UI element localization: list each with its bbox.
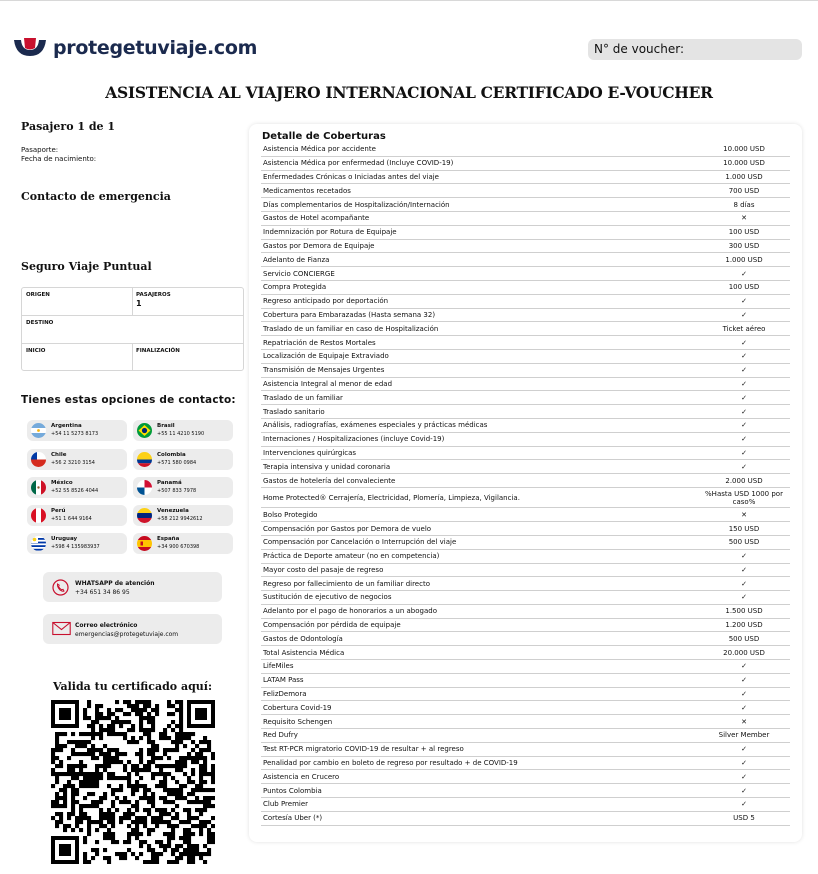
plan-heading: Seguro Viaje Puntual [21,260,152,273]
coverage-value: ✓ [698,294,790,308]
passengers-value: 1 [136,299,142,308]
coverage-name: Puntos Colombia [261,784,698,798]
country-phone: +58 212 9942612 [157,516,203,522]
coverage-name: Asistencia Médica por accidente [261,143,698,156]
coverage-row [261,322,790,336]
coverage-row [261,349,790,363]
page-title: ASISTENCIA AL VIAJERO INTERNACIONAL CERTIFICADO E-VOUCHER [105,83,713,102]
coverage-name: Adelanto de Fianza [261,253,698,267]
whatsapp-label: WHATSAPP de atención [75,580,155,587]
coverage-name: Localización de Equipaje Extraviado [261,349,698,363]
coverage-row [261,604,790,618]
coverage-heading: Detalle de Coberturas [262,131,386,142]
birthdate-label: Fecha de nacimiento: [21,155,97,163]
coverage-row [261,211,790,225]
coverage-name: Gastos de Odontología [261,632,698,646]
phone-icon [52,579,69,600]
coverage-name: Penalidad por cambio en boleto de regreso por resultado + de COVID-19 [261,756,698,770]
contact-brasil[interactable] [133,420,233,441]
country-name: Argentina [51,423,82,429]
contact-venezuela[interactable] [133,505,233,526]
coverage-value: 8 días [698,198,790,212]
whatsapp-contact[interactable] [43,572,222,602]
coverage-value: ✓ [698,336,790,350]
coverage-row [261,811,790,825]
coverage-table [261,143,790,826]
coverage-value: ✓ [698,308,790,322]
coverage-value: ✓ [698,756,790,770]
coverage-value: ✕ [698,715,790,729]
coverage-value: 2.000 USD [698,474,790,488]
coverage-value: ✕ [698,211,790,225]
coverage-row [261,591,790,605]
brand-logo-icon [12,36,48,60]
coverage-value: USD 5 [698,811,790,825]
contact-mexico[interactable] [27,477,127,498]
contact-panama[interactable] [133,477,233,498]
country-phone: +598 4 135983937 [51,544,100,550]
qr-code-icon[interactable] [51,700,215,864]
coverage-row [261,756,790,770]
brand-logo [12,35,257,61]
country-name: Venezuela [157,508,189,514]
colombia-flag-icon [137,452,152,467]
coverage-value: ✕ [698,508,790,522]
qr-heading: Valida tu certificado aquí: [52,680,213,693]
contact-chile[interactable] [27,449,127,470]
coverage-row [261,784,790,798]
coverage-value: ✓ [698,418,790,432]
coverage-value: ✓ [698,591,790,605]
coverage-row [261,687,790,701]
coverage-row [261,446,790,460]
coverage-name: Terapia intensiva y unidad coronaria [261,460,698,474]
coverage-value: ✓ [698,405,790,419]
coverage-name: Intervenciones quirúrgicas [261,446,698,460]
coverage-name: Gastos de Hotel acompañante [261,211,698,225]
coverage-name: LifeMiles [261,660,698,674]
coverage-value: Ticket aéreo [698,322,790,336]
coverage-name: Bolso Protegido [261,508,698,522]
coverage-name: LATAM Pass [261,673,698,687]
coverage-value: ✓ [698,660,790,674]
coverage-value: 1.500 USD [698,604,790,618]
country-name: Brasil [157,423,175,429]
coverage-name: Regreso por fallecimiento de un familiar directo [261,577,698,591]
coverage-value: 1.200 USD [698,618,790,632]
coverage-name: Asistencia Integral al menor de edad [261,377,698,391]
country-name: Panamá [157,480,182,486]
coverage-value: 150 USD [698,522,790,536]
contact-espana[interactable] [133,533,233,554]
coverage-value: 1.000 USD [698,170,790,184]
country-phone: +34 900 670398 [157,544,200,550]
coverage-row [261,280,790,294]
coverage-name: Indemnización por Rotura de Equipaje [261,225,698,239]
coverage-value: 10.000 USD [698,156,790,170]
mail-icon [52,621,71,640]
contact-colombia[interactable] [133,449,233,470]
coverage-name: Servicio CONCIERGE [261,267,698,281]
country-phone: +56 2 3210 3154 [51,460,95,466]
coverage-value: ✓ [698,377,790,391]
coverage-value: ✓ [698,673,790,687]
passengers-label: PASAJEROS [136,292,171,298]
coverage-value: %Hasta USD 1000 por caso% [698,487,790,507]
coverage-row [261,742,790,756]
coverage-name: Internaciones / Hospitalizaciones (incluye Covid-19) [261,432,698,446]
coverage-row [261,618,790,632]
coverage-row [261,363,790,377]
origin-label: ORIGEN [26,292,50,298]
chile-flag-icon [31,452,46,467]
coverage-value: ✓ [698,391,790,405]
coverage-name: Club Premier [261,798,698,812]
coverage-row [261,143,790,156]
coverage-row [261,522,790,536]
coverage-name: Cobertura para Embarazadas (Hasta semana 32) [261,308,698,322]
coverage-name: Red Dufry [261,729,698,743]
coverage-row [261,460,790,474]
coverage-value: ✓ [698,742,790,756]
coverage-row [261,432,790,446]
spain-flag-icon [137,536,152,551]
coverage-row [261,418,790,432]
destination-label: DESTINO [26,320,54,326]
country-phone: +52 55 8526 4044 [51,488,99,494]
coverage-name: Análisis, radiografías, exámenes especiales y prácticas médicas [261,418,698,432]
argentina-flag-icon [31,423,46,438]
coverage-row [261,563,790,577]
coverage-name: Mayor costo del pasaje de regreso [261,563,698,577]
coverage-value: ✓ [698,577,790,591]
coverage-name: Compensación por Gastos por Demora de vuelo [261,522,698,536]
trip-details-box [21,287,244,371]
country-name: Colombia [157,452,186,458]
coverage-name: Asistencia en Crucero [261,770,698,784]
coverage-row [261,336,790,350]
brazil-flag-icon [137,423,152,438]
coverage-name: Compra Protegida [261,280,698,294]
coverage-name: FelizDemora [261,687,698,701]
coverage-row [261,267,790,281]
coverage-row [261,225,790,239]
country-name: Chile [51,452,67,458]
coverage-row [261,549,790,563]
emergency-contact-heading: Contacto de emergencia [21,190,171,203]
coverage-row [261,184,790,198]
email-label: Correo electrónico [75,622,138,629]
country-name: Uruguay [51,536,78,542]
coverage-name: Total Asistencia Médica [261,646,698,660]
coverage-value: Silver Member [698,729,790,743]
coverage-value: ✓ [698,267,790,281]
country-phone: +54 11 5273 8173 [51,431,99,437]
peru-flag-icon [31,508,46,523]
coverage-value: 1.000 USD [698,253,790,267]
coverage-row [261,701,790,715]
coverage-value: 10.000 USD [698,143,790,156]
country-phone: +507 833 7978 [157,488,197,494]
start-label: INICIO [26,348,46,354]
email-address: emergencias@protegetuviaje.com [75,631,179,638]
coverage-row [261,253,790,267]
coverage-name: Traslado de un familiar [261,391,698,405]
contact-peru[interactable] [27,505,127,526]
coverage-value: 500 USD [698,632,790,646]
coverage-row [261,798,790,812]
contact-argentina[interactable] [27,420,127,441]
country-phone: +55 11 4210 5190 [157,431,205,437]
coverage-row [261,170,790,184]
coverage-name: Home Protected® Cerrajería, Electricidad, Plomería, Limpieza, Vigilancia. [261,487,698,507]
passenger-heading: Pasajero 1 de 1 [21,120,116,133]
country-phone: +571 580 0984 [157,460,197,466]
coverage-value: 100 USD [698,280,790,294]
coverage-value: ✓ [698,549,790,563]
coverage-row [261,308,790,322]
coverage-row [261,391,790,405]
coverage-value: ✓ [698,363,790,377]
coverage-name: Sustitución de ejecutivo de negocios [261,591,698,605]
coverage-name: Práctica de Deporte amateur (no en competencia) [261,549,698,563]
coverage-row [261,632,790,646]
coverage-row [261,673,790,687]
coverage-name: Enfermedades Crónicas o Iniciadas antes del viaje [261,170,698,184]
country-name: México [51,480,73,486]
coverage-value: ✓ [698,446,790,460]
country-name: España [157,536,180,542]
coverage-value: ✓ [698,770,790,784]
coverage-row [261,535,790,549]
coverage-name: Requisito Schengen [261,715,698,729]
coverage-name: Medicamentos recetados [261,184,698,198]
coverage-row [261,377,790,391]
coverage-name: Regreso anticipado por deportación [261,294,698,308]
coverage-value: ✓ [698,432,790,446]
whatsapp-number: +34 651 34 86 95 [75,589,130,596]
coverage-row [261,729,790,743]
coverage-value: 300 USD [698,239,790,253]
email-contact[interactable] [43,614,222,644]
coverage-value: 700 USD [698,184,790,198]
coverage-name: Días complementarios de Hospitalización/Internación [261,198,698,212]
coverage-name: Compensación por Cancelación o Interrupción del viaje [261,535,698,549]
coverage-row [261,405,790,419]
passport-label: Pasaporte: [21,146,59,154]
mexico-flag-icon [31,480,46,495]
coverage-name: Transmisión de Mensajes Urgentes [261,363,698,377]
coverage-name: Asistencia Médica por enfermedad (Incluye COVID-19) [261,156,698,170]
coverage-value: ✓ [698,349,790,363]
coverage-value: ✓ [698,687,790,701]
coverage-name: Traslado sanitario [261,405,698,419]
coverage-name: Cortesía Uber (*) [261,811,698,825]
coverage-name: Compensación por pérdida de equipaje [261,618,698,632]
coverage-value: ✓ [698,798,790,812]
coverage-row [261,508,790,522]
venezuela-flag-icon [137,508,152,523]
coverage-value: ✓ [698,460,790,474]
top-divider [0,0,818,1]
coverage-row [261,715,790,729]
coverage-row [261,577,790,591]
voucher-field: N° de voucher: [588,39,802,60]
coverage-row [261,646,790,660]
contact-options-heading: Tienes estas opciones de contacto: [21,394,236,406]
coverage-row [261,198,790,212]
coverage-value: 100 USD [698,225,790,239]
coverage-value: 20.000 USD [698,646,790,660]
coverage-row [261,294,790,308]
brand-name: protegetuviaje.com [53,37,258,59]
coverage-row [261,239,790,253]
coverage-row [261,474,790,488]
coverage-row [261,660,790,674]
uruguay-flag-icon [31,536,46,551]
coverage-name: Cobertura Covid-19 [261,701,698,715]
coverage-name: Gastos de hotelería del convaleciente [261,474,698,488]
coverage-row [261,487,790,507]
coverage-value: ✓ [698,701,790,715]
contact-uruguay[interactable] [27,533,127,554]
coverage-value: ✓ [698,784,790,798]
coverage-name: Gastos por Demora de Equipaje [261,239,698,253]
panama-flag-icon [137,480,152,495]
coverage-value: ✓ [698,563,790,577]
country-phone: +51 1 644 9164 [51,516,92,522]
country-name: Perú [51,508,66,514]
coverage-name: Repatriación de Restos Mortales [261,336,698,350]
coverage-name: Traslado de un familiar en caso de Hospitalización [261,322,698,336]
coverage-row [261,770,790,784]
coverage-value: 500 USD [698,535,790,549]
coverage-name: Test RT-PCR migratorio COVID-19 de resultar + al regreso [261,742,698,756]
coverage-row [261,156,790,170]
end-label: FINALIZACIÓN [136,348,180,354]
coverage-name: Adelanto por el pago de honorarios a un abogado [261,604,698,618]
